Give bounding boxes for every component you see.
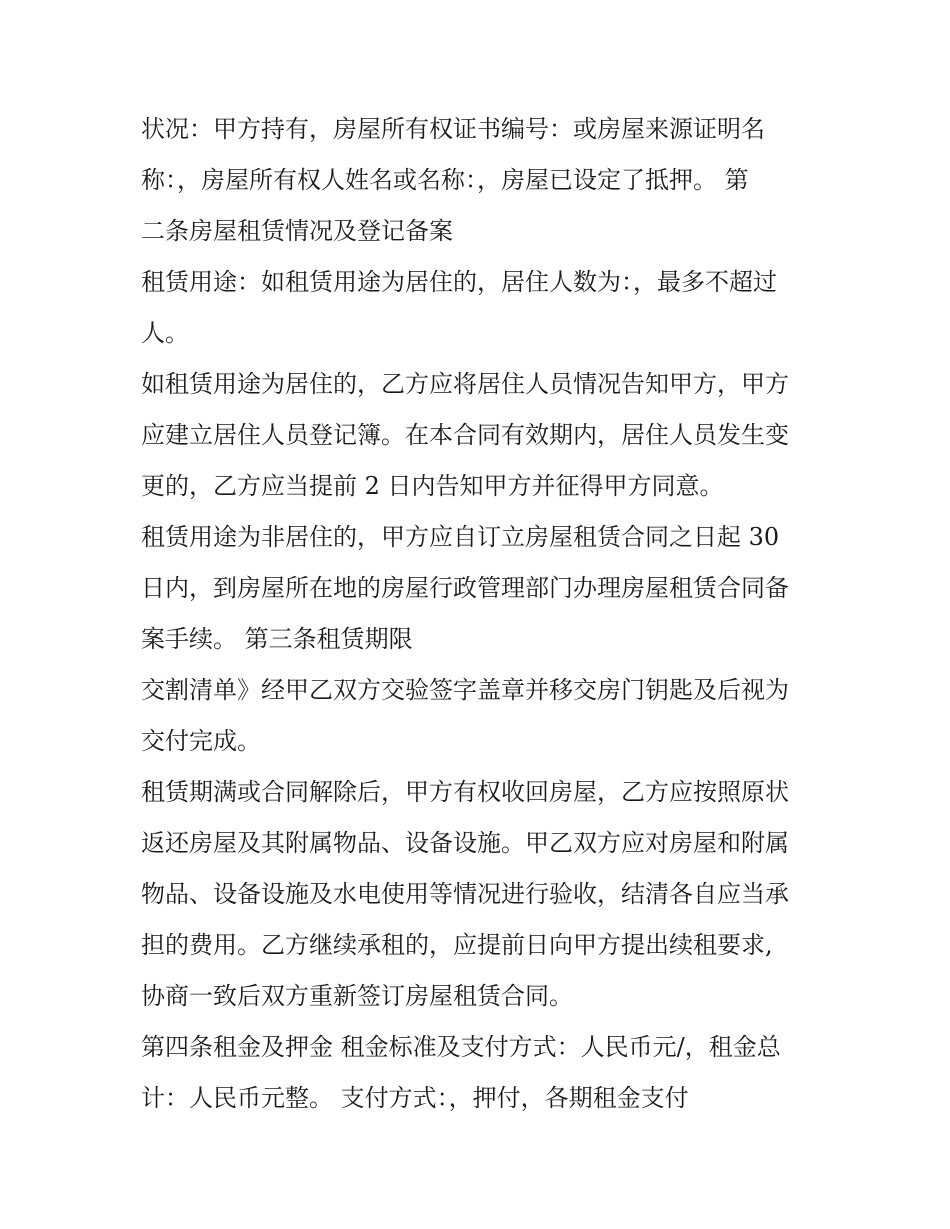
text-line: 计：人民币元整。 支付方式：，押付，各期租金支付 — [141, 1084, 689, 1112]
text-line: 人。 — [141, 319, 189, 347]
text-line: 物品、设备设施及水电使用等情况进行验收，结清各自应当承 — [141, 880, 789, 908]
text-line: 交付完成。 — [141, 727, 261, 755]
document-body — [141, 104, 821, 1124]
text-line: 返还房屋及其附属物品、设备设施。甲乙双方应对房屋和附属 — [141, 829, 789, 857]
text-line: 案手续。 第三条租赁期限 — [141, 625, 413, 653]
text-line: 租赁用途：如租赁用途为居住的，居住人数为：，最多不超过 — [141, 268, 777, 296]
text-line: 如租赁用途为居住的，乙方应将居住人员情况告知甲方，甲方 — [141, 370, 789, 398]
text-line: 交割清单》经甲乙双方交验签字盖章并移交房门钥匙及后视为 — [141, 676, 789, 704]
text-line: 二条房屋租赁情况及登记备案 — [141, 217, 453, 245]
text-line: 租赁用途为非居住的，甲方应自订立房屋租赁合同之日起 30 — [141, 523, 780, 551]
text-line: 租赁期满或合同解除后，甲方有权收回房屋，乙方应按照原状 — [141, 778, 789, 806]
text-line: 称：，房屋所有权人姓名或名称：，房屋已设定了抵押。 第 — [141, 166, 749, 194]
text-line: 担的费用。乙方继续承租的，应提前日向甲方提出续租要求, — [141, 931, 773, 959]
text-line: 日内，到房屋所在地的房屋行政管理部门办理房屋租赁合同备 — [141, 574, 789, 602]
text-line: 状况：甲方持有，房屋所有权证书编号：或房屋来源证明名 — [141, 115, 765, 143]
text-line: 第四条租金及押金 租金标准及支付方式：人民币元/，租金总 — [141, 1033, 781, 1061]
text-line: 应建立居住人员登记簿。在本合同有效期内，居住人员发生变 — [141, 421, 789, 449]
text-line: 协商一致后双方重新签订房屋租赁合同。 — [141, 982, 573, 1010]
text-line: 更的，乙方应当提前 2 日内告知甲方并征得甲方同意。 — [141, 472, 724, 500]
